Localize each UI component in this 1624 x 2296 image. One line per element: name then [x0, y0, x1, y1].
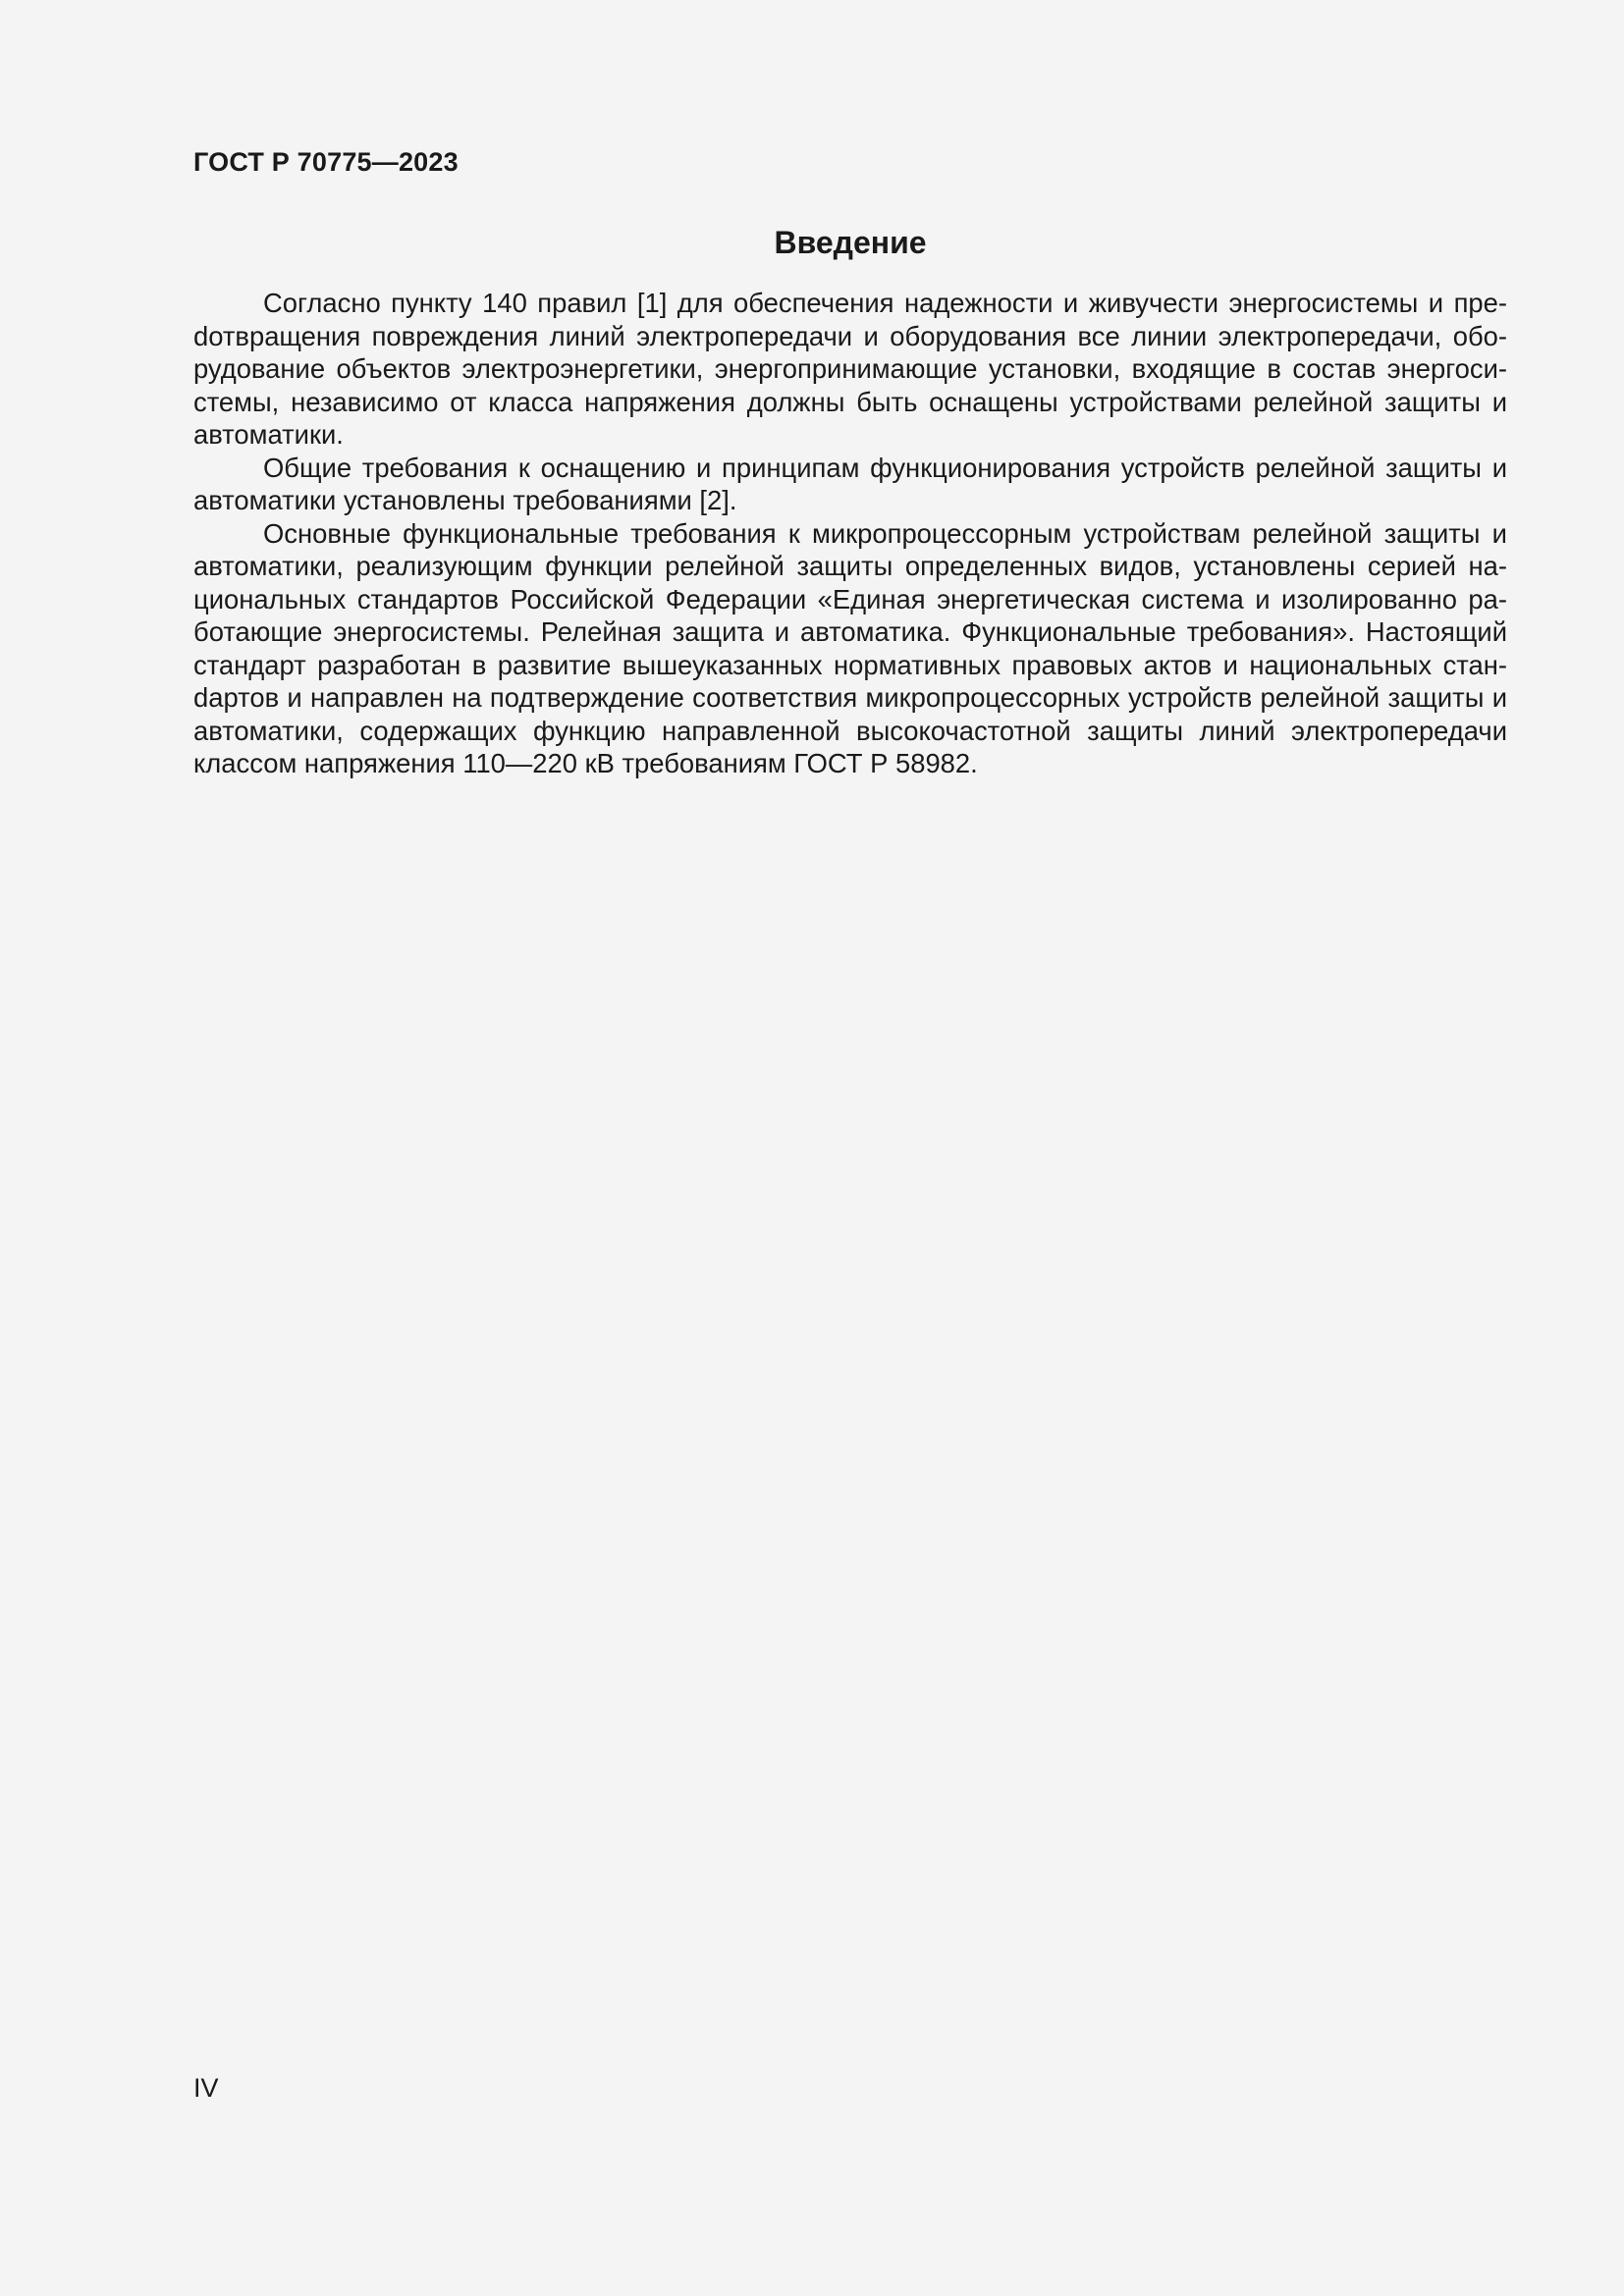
body-text	[193, 287, 1507, 780]
document-code-header: ГОСТ Р 70775—2023	[193, 147, 459, 177]
section-title: Введение	[774, 225, 927, 260]
paragraph-3: Основные функциональные требования к микропроцессорным устройствам релейной защиты и автоматики, реализующим функции релейной защиты определенных видов, установлены серией национальных стандартов Российской Федерации «Единая энергетическая система и изолированно работающие энергосистемы. Релейная защита и автоматика. Функциональные требования». Настоящий стандарт разработан в развитие вышеуказанных нормативных правовых актов и национальных станdартов и направлен на подтверждение соответствия микропроцессорных устройств релейной защиты и автоматики, содержащих функцию направленной высокочастотной защиты линий электропередачи классом напряжения 110—220 кВ требованиям ГОСТ Р 58982.	[193, 517, 1507, 778]
paragraph-2: Общие требования к оснащению и принципам функционирования устройств релейной защиты и автоматики установлены требованиями [2].	[193, 452, 1507, 515]
paragraph-1: Согласно пункту 140 правил [1] для обеспечения надежности и живучести энергосистемы и преdотвращения повреждения линий электропередачи и оборудования все линии электропередачи, оборудование объектов электроэнергетики, энергопринимающие установки, входящие в состав энергосистемы, независимо от класса напряжения должны быть оснащены устройствами релейной защиты и автоматики.	[193, 288, 1507, 450]
page-number: IV	[193, 2073, 219, 2103]
